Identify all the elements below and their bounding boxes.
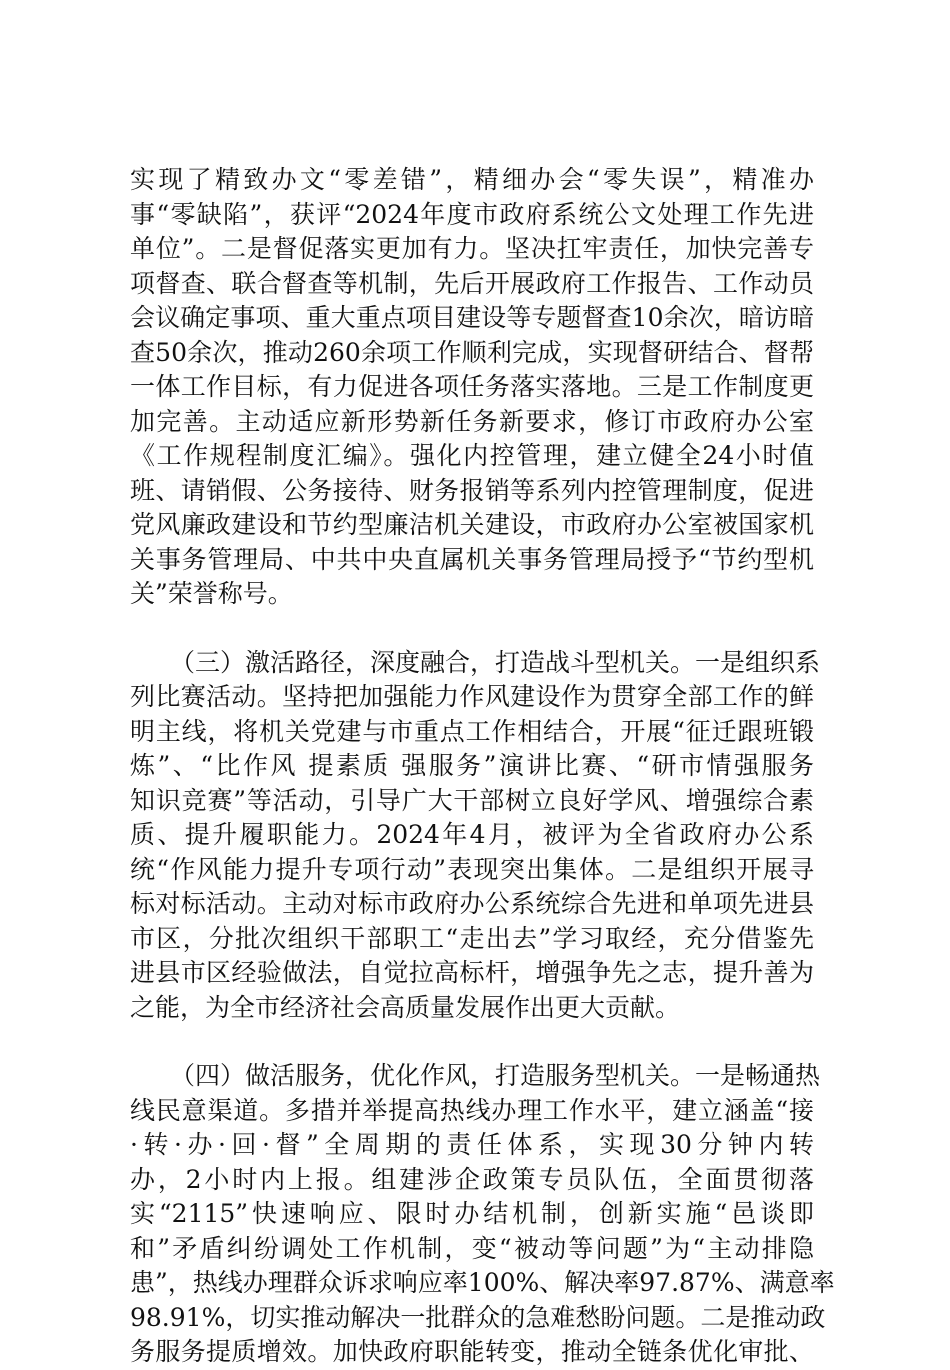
- paragraph-2: [130, 646, 821, 1026]
- text-line: 线民意渠道。多措并举提高热线办理工作水平，建立涵盖“接: [130, 1095, 814, 1125]
- text-line: 市区，分批次组织干部职工“走出去”学习取经，充分借鉴先: [130, 923, 814, 953]
- text-line: 知识竞赛”等活动，引导广大干部树立良好学风、增强综合素: [130, 785, 814, 815]
- paragraph-spacer: [130, 612, 814, 646]
- paragraph-spacer: [130, 1025, 814, 1059]
- text-line: 质、提升履职能力。2024年4月，被评为全省政府办公系: [130, 820, 814, 849]
- text-line: （四）做活服务，优化作风，打造服务型机关。一是畅通热: [170, 1061, 821, 1090]
- text-line: 明主线，将机关党建与市重点工作相结合，开展“征迁跟班锻: [130, 716, 814, 746]
- text-line: 实“2115”快速响应、限时办结机制，创新实施“邑谈即: [130, 1199, 814, 1228]
- text-line: 关”荣誉称号。: [130, 579, 293, 608]
- text-line: 之能，为全市经济社会高质量发展作出更大贡献。: [130, 992, 681, 1022]
- text-line: 项督查、联合督查等机制，先后开展政府工作报告、工作动员: [130, 268, 814, 298]
- text-line: （三）激活路径，深度融合，打造战斗型机关。一是组织系: [170, 647, 821, 677]
- text-line: 炼”、“比作风 提素质 强服务”演讲比赛、“研市情强服务: [130, 751, 814, 780]
- text-line: 党风廉政建设和节约型廉洁机关建设，市政府办公室被国家机: [130, 510, 814, 539]
- text-line: 进县市区经验做法，自觉拉高标杆，增强争先之志，提升善为: [130, 958, 814, 987]
- text-line: 班、请销假、公务接待、财务报销等系列内控管理制度，促进: [130, 475, 814, 505]
- paragraph-3: [130, 1059, 835, 1370]
- text-line: 事“零缺陷”，获评“2024年度市政府系统公文处理工作先进: [130, 199, 814, 229]
- text-line: 和”矛盾纠纷调处工作机制，变“被动等问题”为“主动排隐: [130, 1233, 814, 1263]
- text-line: 一体工作目标，有力促进各项任务落实落地。三是工作制度更: [130, 372, 814, 401]
- text-line: 患”，热线办理群众诉求响应率100%、解决率97.87%、满意率: [130, 1268, 835, 1297]
- text-line: 标对标活动。主动对标市政府办公系统综合先进和单项先进县: [130, 889, 814, 918]
- paragraph-1: [130, 163, 814, 612]
- text-line: 单位”。二是督促落实更加有力。坚决扛牢责任，加快完善专: [130, 234, 814, 263]
- text-line: 《工作规程制度汇编》。强化内控管理，建立健全24小时值: [130, 441, 814, 470]
- text-line: 实现了精致办文“零差错”，精细办会“零失误”，精准办: [130, 165, 814, 194]
- document-body: [130, 163, 835, 1370]
- text-line: 98.91%，切实推动解决一批群众的急难愁盼问题。二是推动政: [130, 1302, 826, 1332]
- text-line: 关事务管理局、中共中央直属机关事务管理局授予“节约型机: [130, 544, 814, 574]
- text-line: 列比赛活动。坚持把加强能力作风建设作为贯穿全部工作的鲜: [130, 682, 814, 711]
- text-line: 加完善。主动适应新形势新任务新要求，修订市政府办公室: [130, 406, 814, 436]
- text-line: 会议确定事项、重大重点项目建设等专题督查10余次，暗访暗: [130, 303, 814, 332]
- text-line: ·转·办·回·督”全周期的责任体系，实现30分钟内转: [130, 1130, 814, 1159]
- text-line: 办，2小时内上报。组建涉企政策专员队伍，全面贯彻落: [130, 1164, 814, 1194]
- text-line: 务服务提质增效。加快政府职能转变，推动全链条优化审批、: [130, 1337, 814, 1366]
- text-line: 查50余次，推动260余项工作顺利完成，实现督研结合、督帮: [130, 337, 814, 367]
- text-line: 统“作风能力提升专项行动”表现突出集体。二是组织开展寻: [130, 854, 814, 884]
